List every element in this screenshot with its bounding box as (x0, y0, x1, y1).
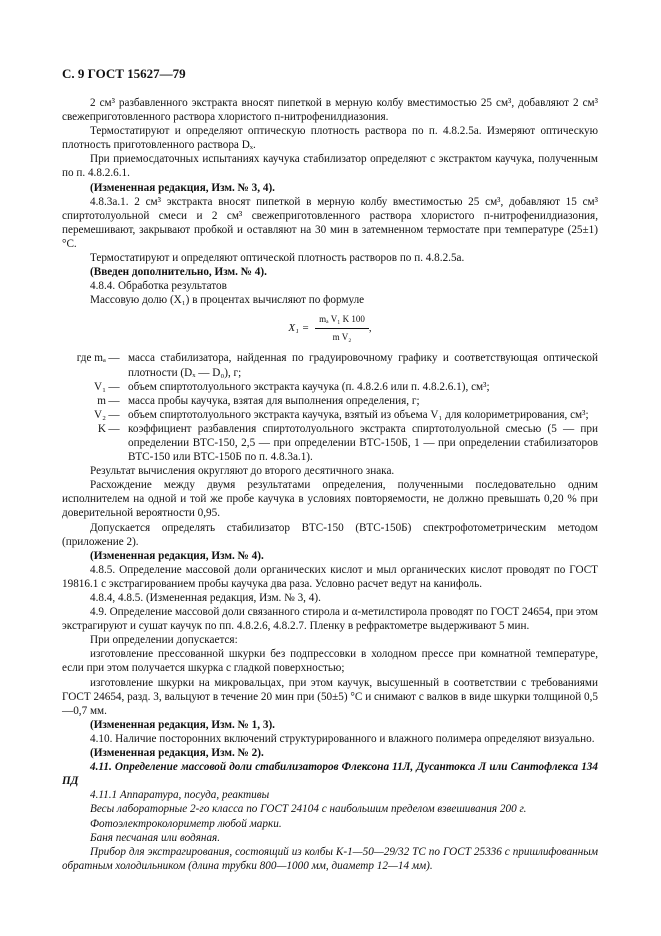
legend-symbol: где mₐ (76, 352, 106, 365)
paragraph-q3: Допускается определять стабилизатор ВТС-150 (ВТС-150Б) спектрофотометрическим методом (приложение 2). (62, 521, 598, 548)
legend-text: объем спиртотолуольного экстракта каучука (п. 4.8.2.6 или п. 4.8.2.6.1), см³; (128, 380, 490, 393)
paragraph-p4: (Измененная редакция, Изм. № 3, 4). (90, 181, 275, 194)
legend-dash: — (108, 394, 120, 407)
legend-text: масса стабилизатора, найденная по градуировочному графику и соответствующая оптической плотности (Dₓ — D₀), г; (128, 352, 598, 379)
paragraph-p1: 2 см³ разбавленного экстракта вносят пипеткой в мерную колбу вместимостью 25 см³, добавляют 2 см³ свежеприготовленного раствора хлористого п-нитрофенилдиазония. (62, 97, 598, 124)
paragraph-p6: Термостатируют и определяют оптической плотность растворов по п. 4.8.2.5а. (90, 252, 465, 265)
legend-text: объем спиртотолуольного экстракта каучука, взятый из объема V₁ для колориметрирования, см³; (128, 408, 589, 421)
paragraph-q13: (Измененная редакция, Изм. № 2). (90, 747, 264, 760)
paragraph-p9: Массовую долю (X₁) в процентах вычисляют по формуле (90, 294, 365, 307)
formula (62, 309, 598, 347)
legend-symbol: K (97, 422, 106, 435)
formula-numerator: mₐ V₁ K 100 (315, 312, 369, 329)
paragraph-q17: Фотоэлектроколориметр любой марки. (90, 817, 282, 830)
paragraph-q15: 4.11.1 Аппаратура, посуда, реактивы (90, 789, 270, 802)
paragraph-q10: изготовление шкурки на микровальцах, при этом каучук, высушенный в соответствии с требованиями ГОСТ 24654, разд. 3, вальцуют в течение 20 мин при (50±5) °С и снимают с валков в виде шкурки толщиной 0,5—0,7 мм. (62, 676, 598, 717)
legend-symbol: m (97, 394, 106, 407)
legend-dash: — (108, 380, 120, 393)
legend-symbol: V₂ (94, 408, 106, 421)
legend-row (62, 380, 598, 394)
paragraph-p2: Термостатируют и определяют оптическую плотность раствора по п. 4.8.2.5а. Измеряют оптическую плотность приготовленного раствора Dₓ. (62, 125, 598, 152)
document-body (62, 96, 598, 873)
legend-text: масса пробы каучука, взятая для выполнения определения, г; (128, 394, 420, 407)
page-header: С. 9 ГОСТ 15627—79 (62, 66, 186, 81)
paragraph-q2: Расхождение между двумя результатами определения, полученными последовательно одним исполнителем на одной и той же пробе каучука в условиях повторяемости, не должно превышать 0,20 % при доверительной вероятности 0,95. (62, 479, 598, 520)
paragraph-q14: 4.11. Определение массовой доли стабилизаторов Флексона 11Л, Дусантокса Л или Сантофлекса 134 ПД (62, 761, 598, 788)
paragraph-q16: Весы лабораторные 2-го класса по ГОСТ 24104 с наибольшим пределом взвешивания 200 г. (90, 803, 527, 816)
legend-row (62, 408, 598, 422)
paragraph-p7: (Введен дополнительно, Изм. № 4). (90, 266, 267, 279)
formula-fraction (315, 312, 369, 344)
variable-legend (62, 351, 598, 464)
paragraph-q9: изготовление прессованной шкурки без подпрессовки в холодном прессе при комнатной температуре, если при этом получается шкурка с гладкой поверхностью; (62, 648, 598, 675)
formula-lhs: X₁ = (288, 322, 310, 335)
legend-row (62, 351, 598, 379)
paragraph-group (62, 464, 598, 873)
formula-denominator: m V₂ (332, 332, 352, 343)
paragraph-group (62, 96, 598, 307)
formula-tail: , (368, 322, 372, 335)
paragraph-q1: Результат вычисления округляют до второго десятичного знака. (90, 465, 395, 478)
legend-text: коэффициент разбавления спиртотолуольного экстракта спиртотолуольной смесью (5 — при определении ВТС-150, 2,5 — при определении ВТС-150Б, 1 — при определении стабилизаторов ВТС-150 или ВТС-150Б по п. 4.8.3а.1). (128, 422, 598, 464)
legend-dash: — (108, 422, 120, 435)
paragraph-q5: 4.8.5. Определение массовой доли органических кислот и мыл органических кислот проводят по ГОСТ 19816.1 с экстрагированием пробы каучука два раза. Условно расчет ведут на канифоль. (62, 563, 598, 590)
paragraph-q4: (Измененная редакция, Изм. № 4). (90, 549, 264, 562)
legend-dash: — (108, 352, 120, 365)
paragraph-q8: При определении допускается: (90, 634, 238, 647)
paragraph-q6: 4.8.4, 4.8.5. (Измененная редакция, Изм. № 3, 4). (90, 592, 321, 604)
paragraph-q19: Прибор для экстрагирования, состоящий из колбы К-1—50—29/32 ТС по ГОСТ 25336 с пришлифованным обратным холодильником (длина трубки 800—1000 мм, диаметр 12—14 мм). (62, 845, 598, 872)
paragraph-p5: 4.8.3а.1. 2 см³ экстракта вносят пипеткой в мерную колбу вместимостью 25 см³, добавляют 15 см³ спиртотолуольной смеси и 2 см³ свежеприготовленного раствора хлористого п-нитрофенилдиазония, перемешивают, закрывают пробкой и оставляют на 30 мин в затемненном термостате при температуре (25±1) °С. (62, 195, 598, 250)
legend-row (62, 394, 598, 408)
paragraph-q18: Баня песчаная или водяная. (90, 831, 221, 844)
paragraph-p8: 4.8.4. Обработка результатов (90, 280, 227, 293)
legend-symbol: V₁ (94, 380, 106, 393)
paragraph-q12: 4.10. Наличие посторонних включений структурированного и влажного полимера определяют визуально. (90, 732, 595, 745)
paragraph-p3: При приемосдаточных испытаниях каучука стабилизатор определяют с экстрактом каучука, полученным по п. 4.8.2.6.1. (62, 153, 598, 180)
legend-dash: — (108, 408, 120, 421)
legend-row (62, 422, 598, 464)
paragraph-q7: 4.9. Определение массовой доли связанного стирола и α-метилстирола проводят по ГОСТ 24654, при этом экстрагируют и сушат каучук по пп. 4.8.2.6, 4.8.2.7. Пленку в рефрактометре выдерживают 5 мин. (62, 606, 598, 633)
paragraph-q11: (Измененная редакция, Изм. № 1, 3). (90, 718, 275, 731)
